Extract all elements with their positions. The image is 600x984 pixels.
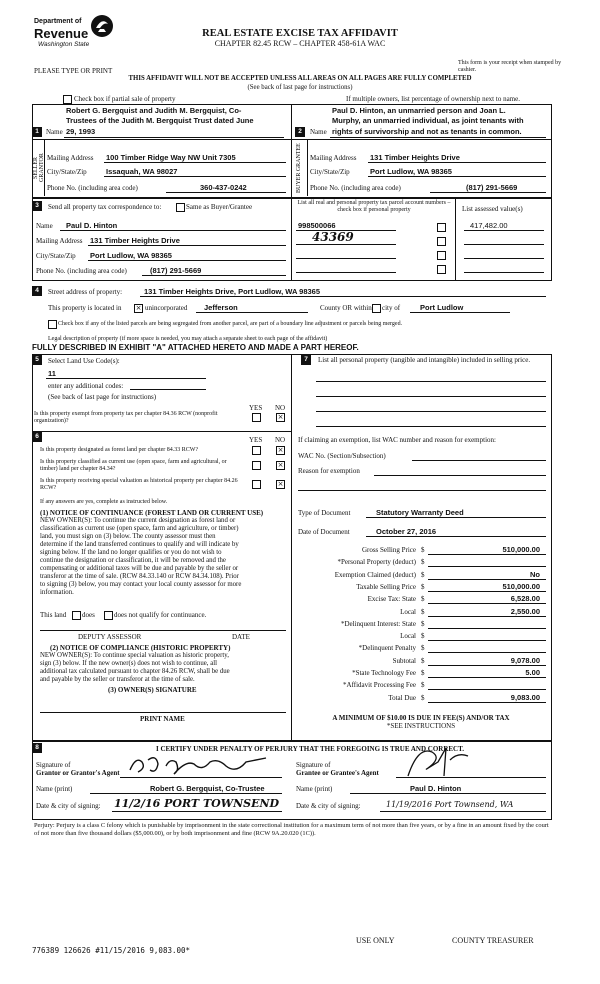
grantor-name-label: Name (print) (36, 785, 73, 793)
total-label: Total Due (388, 694, 416, 702)
section-2-number: 2 (295, 127, 305, 137)
reason-label: Reason for exemption (298, 467, 360, 475)
total-label: *Personal Property (deduct) (337, 558, 416, 566)
notice1-body: NEW OWNER(S): To continue the current designation as forest land or classification as current use (open space, farm and agriculture, or timber) land, you must sign on (3) below. The county assessor must then determine if the land transferred continues to qualify and will indicate by signing below. If the land no longer qualifies or you do not wish to continue the designation or classification, it will be removed and the compensating or additional taxes will be due and payable by the seller or transferor at the time of sale. (RCW 84.33.140 or RCW 84.34.108). Prior to signing (3) below, you may contact your local county assessor for more information. (40, 517, 242, 596)
exempt-no-checkbox[interactable]: × (277, 413, 284, 421)
county-name[interactable]: Jefferson (204, 303, 238, 312)
historic-no-checkbox[interactable]: × (277, 480, 284, 488)
grantee-date[interactable]: 11/19/2016 Port Townsend, WA (386, 800, 514, 809)
seller-mailing-label: Mailing Address (47, 154, 94, 162)
legal-description-label: Legal description of property (if more space is needed, you may attach a separate sheet to each page of the affidavit) (48, 336, 328, 342)
current-use-question: Is this property classified as current use (open space, farm and agricultural, or timber) land per chapter 84.34? (40, 459, 227, 472)
washington-seal-icon (90, 14, 114, 38)
form-notice: THIS AFFIDAVIT WILL NOT BE ACCEPTED UNLESS ALL AREAS ON ALL PAGES ARE FULLY COMPLETED (128, 75, 472, 82)
personal-property-label: List all personal property (tangible and intangible) included in selling price. (318, 356, 531, 364)
total-value[interactable]: 2,550.00 (510, 607, 540, 616)
exempt-question: Is this property exempt from property tax per chapter 84.36 RCW (nonprofit organization)? (34, 411, 218, 424)
total-value[interactable]: 9,083.00 (510, 693, 540, 702)
parcel-3-personal-checkbox[interactable] (437, 251, 446, 260)
total-value[interactable]: 9,078.00 (510, 656, 540, 665)
exemption-label: If claiming an exemption, list WAC number and reason for exemption: (298, 436, 496, 444)
land-does-checkbox[interactable] (72, 611, 81, 620)
parcel-1-personal-checkbox[interactable] (437, 223, 446, 232)
additional-codes-label: enter any additional codes: (48, 382, 124, 390)
perjury-notice: Perjury: Perjury is a class C felony which is punishable by imprisonment in the state correctional institution for a maximum term of not more than five years, or by a fine in an amount fixed by the court of not more than five thousand dollars ($5,000.00), or by both imprisonment and fine (RCW 9A.20.020 (1C)). (34, 822, 549, 837)
notice2-title: (2) NOTICE OF COMPLIANCE (HISTORIC PROPERTY) (50, 644, 231, 652)
total-label: *Affidavit Processing Fee (343, 681, 416, 689)
multiple-owners-note: If multiple owners, list percentage of ownership next to name. (346, 95, 520, 103)
seller-name-label: Name (46, 128, 63, 136)
seller-city[interactable]: Issaquah, WA 98027 (106, 167, 178, 176)
seller-mailing[interactable]: 100 Timber Ridge Way NW Unit 7305 (106, 153, 236, 162)
city-of-label: city of (382, 304, 401, 312)
buyer-name-line1: Paul D. Hinton, an unmarried person and Joan L. (332, 106, 506, 115)
buyer-mailing-label: Mailing Address (310, 154, 357, 162)
minimum-due-note: A MINIMUM OF $10.00 IS DUE IN FEE(S) AND/OR TAX (332, 714, 510, 722)
send-city[interactable]: Port Ludlow, WA 98365 (90, 251, 172, 260)
exempt-yes-checkbox[interactable] (252, 413, 261, 422)
city-name[interactable]: Port Ludlow (420, 303, 464, 312)
receipt-note: This form is your receipt when stamped by cashier. (458, 60, 562, 73)
located-prefix: This property is located in (48, 304, 122, 312)
buyer-phone[interactable]: (817) 291-5669 (466, 183, 518, 192)
s6-yes-header: YES (249, 436, 263, 444)
forest-yes-checkbox[interactable] (252, 446, 261, 455)
grantor-sig-label1: Signature of (36, 761, 71, 769)
buyer-name-line3: rights of survivorship and not as tenants in common. (332, 127, 522, 136)
parcel-number[interactable]: 998500066 (298, 221, 336, 230)
grantee-sig-label1: Signature of (296, 761, 331, 769)
forest-land-question: Is this property designated as forest land per chapter 84.33 RCW? (40, 447, 199, 453)
notice2-body: NEW OWNER(S): To continue special valuation as historic property, sign (3) below. If the new owner(s) does not wish to continue, all additional tax calculated pursuant to chapter 84.26 RCW, shall be due and payable by the seller or transferor at the time of sale. (40, 652, 230, 683)
total-label: Subtotal (392, 657, 416, 665)
total-value[interactable]: 5.00 (525, 668, 540, 677)
grantor-date[interactable]: 11/2/16 PORT TOWNSEND (114, 797, 280, 810)
city-of-checkbox[interactable] (372, 304, 381, 313)
grantee-name-label: Name (print) (296, 785, 333, 793)
total-label: *State Technology Fee (352, 669, 416, 677)
please-type: PLEASE TYPE OR PRINT (34, 67, 113, 75)
s5-yes-header: YES (249, 404, 263, 412)
same-as-buyer-label: Same as Buyer/Grantee (186, 203, 253, 211)
segregated-checkbox[interactable] (48, 320, 57, 329)
dollar-sign: $ (421, 632, 425, 640)
s6-no-header: NO (275, 436, 286, 444)
grantor-name[interactable]: Robert G. Bergquist, Co-Trustee (150, 784, 265, 793)
print-name-label: PRINT NAME (140, 715, 185, 723)
owner-signature-label: (3) OWNER(S) SIGNATURE (108, 686, 197, 694)
street-address-label: Street address of property: (48, 288, 123, 296)
county-label: County OR within (320, 304, 372, 312)
parcel-header: List all real and personal property tax parcel account numbers – check box if personal property (297, 200, 451, 213)
land-use-label: Select Land Use Code(s): (48, 357, 120, 365)
legal-description[interactable]: FULLY DESCRIBED IN EXHIBIT "A" ATTACHED HERETO AND MADE A PART HEREOF. (32, 343, 359, 352)
dollar-sign: $ (421, 595, 425, 603)
section-1-number: 1 (32, 127, 42, 137)
doc-date-label: Date of Document (298, 528, 350, 536)
section-4-number: 4 (32, 286, 42, 296)
partial-sale-label: Check box if partial sale of property (74, 95, 176, 103)
grantor-date-label: Date & city of signing: (36, 802, 101, 810)
send-mailing[interactable]: 131 Timber Heights Drive (90, 236, 180, 245)
grantor-signature[interactable] (126, 752, 276, 778)
grantee-name[interactable]: Paul D. Hinton (410, 784, 462, 793)
section-6-number: 6 (32, 432, 42, 442)
total-label: Local (400, 608, 416, 616)
send-phone[interactable]: (817) 291-5669 (150, 266, 202, 275)
cashier-stamp: 776389 126626 #11/15/2016 9,083.00* (32, 946, 191, 955)
if-yes-note: If any answers are yes, complete as instructed below. (40, 499, 168, 505)
seller-phone-label: Phone No. (including area code) (47, 184, 138, 192)
total-value[interactable]: 510,000.00 (502, 545, 540, 554)
buyer-mailing[interactable]: 131 Timber Heights Drive (370, 153, 460, 162)
forest-no-checkbox[interactable]: × (277, 446, 284, 454)
assessed-value[interactable]: 417,482.00 (470, 221, 508, 230)
dollar-sign: $ (421, 608, 425, 616)
use-only-label: USE ONLY (356, 936, 395, 945)
total-label: Exemption Claimed (deduct) (334, 571, 416, 579)
dollar-sign: $ (421, 694, 425, 702)
grantee-signature[interactable] (398, 742, 478, 782)
dollar-sign: $ (421, 669, 425, 677)
total-value[interactable]: 6,528.00 (510, 594, 540, 603)
partial-sale-checkbox[interactable] (63, 95, 72, 104)
seller-phone[interactable]: 360-437-0242 (200, 183, 247, 192)
buyer-name-label: Name (310, 128, 327, 136)
total-value[interactable]: No (530, 570, 540, 579)
see-instructions-note: *SEE INSTRUCTIONS (386, 722, 456, 730)
section-8-number: 8 (32, 743, 42, 753)
dollar-sign: $ (421, 644, 425, 652)
send-name-label: Name (36, 222, 53, 230)
assessor-date-label: DATE (232, 633, 250, 641)
county-treasurer-label: COUNTY TREASURER (452, 936, 534, 945)
total-value[interactable]: 510,000.00 (502, 582, 540, 591)
historic-yes-checkbox[interactable] (252, 480, 261, 489)
dollar-sign: $ (421, 681, 425, 689)
seller-name-line1: Robert G. Bergquist and Judith M. Bergquist, Co- (66, 106, 242, 115)
buyer-name-line2: Murphy, an unmarried individual, as joint tenants with (332, 116, 524, 125)
land-use-code[interactable]: 11 (48, 369, 56, 378)
send-correspondence-label: Send all property tax correspondence to: (48, 203, 162, 211)
form-see-back: (See back of last page for instructions) (247, 84, 353, 91)
deputy-assessor-label: DEPUTY ASSESSOR (78, 633, 142, 641)
dept-line2: Revenue (34, 26, 89, 41)
same-as-buyer-checkbox[interactable] (176, 203, 185, 212)
land-does-not-checkbox[interactable] (104, 611, 113, 620)
dollar-sign: $ (421, 546, 425, 554)
land-does-not-label: does not qualify for continuance. (114, 611, 207, 619)
total-label: Local (400, 632, 416, 640)
parcel-2-personal-checkbox[interactable] (437, 237, 446, 246)
dollar-sign: $ (421, 583, 425, 591)
dept-line1: Department of (34, 18, 82, 25)
dollar-sign: $ (421, 657, 425, 665)
segregated-label: Check box if any of the listed parcels are being segregated from another parcel, are part of a boundary line adjustment or parcels being merged. (58, 321, 403, 327)
dollar-sign: $ (421, 558, 425, 566)
grantee-sig-label2: Grantee or Grantee's Agent (296, 769, 379, 777)
land-use-see-back: (See back of last page for instructions) (48, 393, 157, 401)
current-use-yes-checkbox[interactable] (252, 461, 261, 470)
send-phone-label: Phone No. (including area code) (36, 267, 127, 275)
parcel-4-personal-checkbox[interactable] (437, 265, 446, 274)
form-chapter: CHAPTER 82.45 RCW – CHAPTER 458-61A WAC (214, 39, 386, 48)
dollar-sign: $ (421, 620, 425, 628)
grantor-sig-label2: Grantor or Grantor's Agent (36, 769, 120, 777)
seller-side-label: SELLER GRANTOR (33, 153, 45, 183)
dor-logo (34, 14, 124, 54)
dollar-sign: $ (421, 571, 425, 579)
historic-question: Is this property receiving special valuation as historical property per chapter 84.26 RCW? (40, 478, 238, 491)
doc-type-label: Type of Document (298, 509, 351, 517)
section-7-number: 7 (301, 355, 311, 365)
assessed-header: List assessed value(s) (462, 205, 523, 213)
send-city-label: City/State/Zip (36, 252, 76, 260)
wac-label: WAC No. (Section/Subsection) (298, 452, 386, 460)
parcel-handwritten: 43369 (312, 230, 354, 244)
unincorporated-label: unincorporated (145, 304, 188, 312)
buyer-phone-label: Phone No. (including area code) (310, 184, 401, 192)
buyer-side-label: BUYER GRANTEE (296, 143, 302, 193)
seller-name-line3: 29, 1993 (66, 127, 96, 136)
total-label: *Delinquent Penalty (358, 644, 416, 652)
land-does-label: does (82, 611, 95, 619)
section-3-number: 3 (32, 201, 42, 211)
buyer-city-label: City/State/Zip (310, 168, 350, 176)
grantee-date-label: Date & city of signing: (296, 802, 361, 810)
total-label: Taxable Selling Price (356, 583, 416, 591)
certify-statement: I CERTIFY UNDER PENALTY OF PERJURY THAT THE FOREGOING IS TRUE AND CORRECT. (155, 745, 464, 753)
doc-type[interactable]: Statutory Warranty Deed (376, 508, 464, 517)
buyer-city[interactable]: Port Ludlow, WA 98365 (370, 167, 452, 176)
doc-date[interactable]: October 27, 2016 (376, 527, 437, 536)
seller-city-label: City/State/Zip (47, 168, 87, 176)
total-label: Gross Selling Price (361, 546, 416, 554)
notice1-title: (1) NOTICE OF CONTINUANCE (FOREST LAND OR CURRENT USE) (40, 509, 264, 517)
s5-no-header: NO (275, 404, 286, 412)
current-use-no-checkbox[interactable]: × (277, 461, 284, 469)
send-name[interactable]: Paul D. Hinton (66, 221, 118, 230)
total-label: Excise Tax: State (367, 595, 416, 603)
street-address[interactable]: 131 Timber Heights Drive, Port Ludlow, WA 98365 (144, 287, 321, 296)
total-label: *Delinquent Interest: State (340, 620, 416, 628)
send-mailing-label: Mailing Address (36, 237, 83, 245)
unincorporated-checkbox[interactable]: × (135, 304, 142, 312)
dept-line3: Washington State (38, 41, 90, 48)
form-title: REAL ESTATE EXCISE TAX AFFIDAVIT (202, 28, 398, 39)
this-land-label: This land (40, 611, 67, 619)
section-5-number: 5 (32, 355, 42, 365)
seller-name-line2: Trustees of the Judith M. Bergquist Trust dated June (66, 116, 254, 125)
